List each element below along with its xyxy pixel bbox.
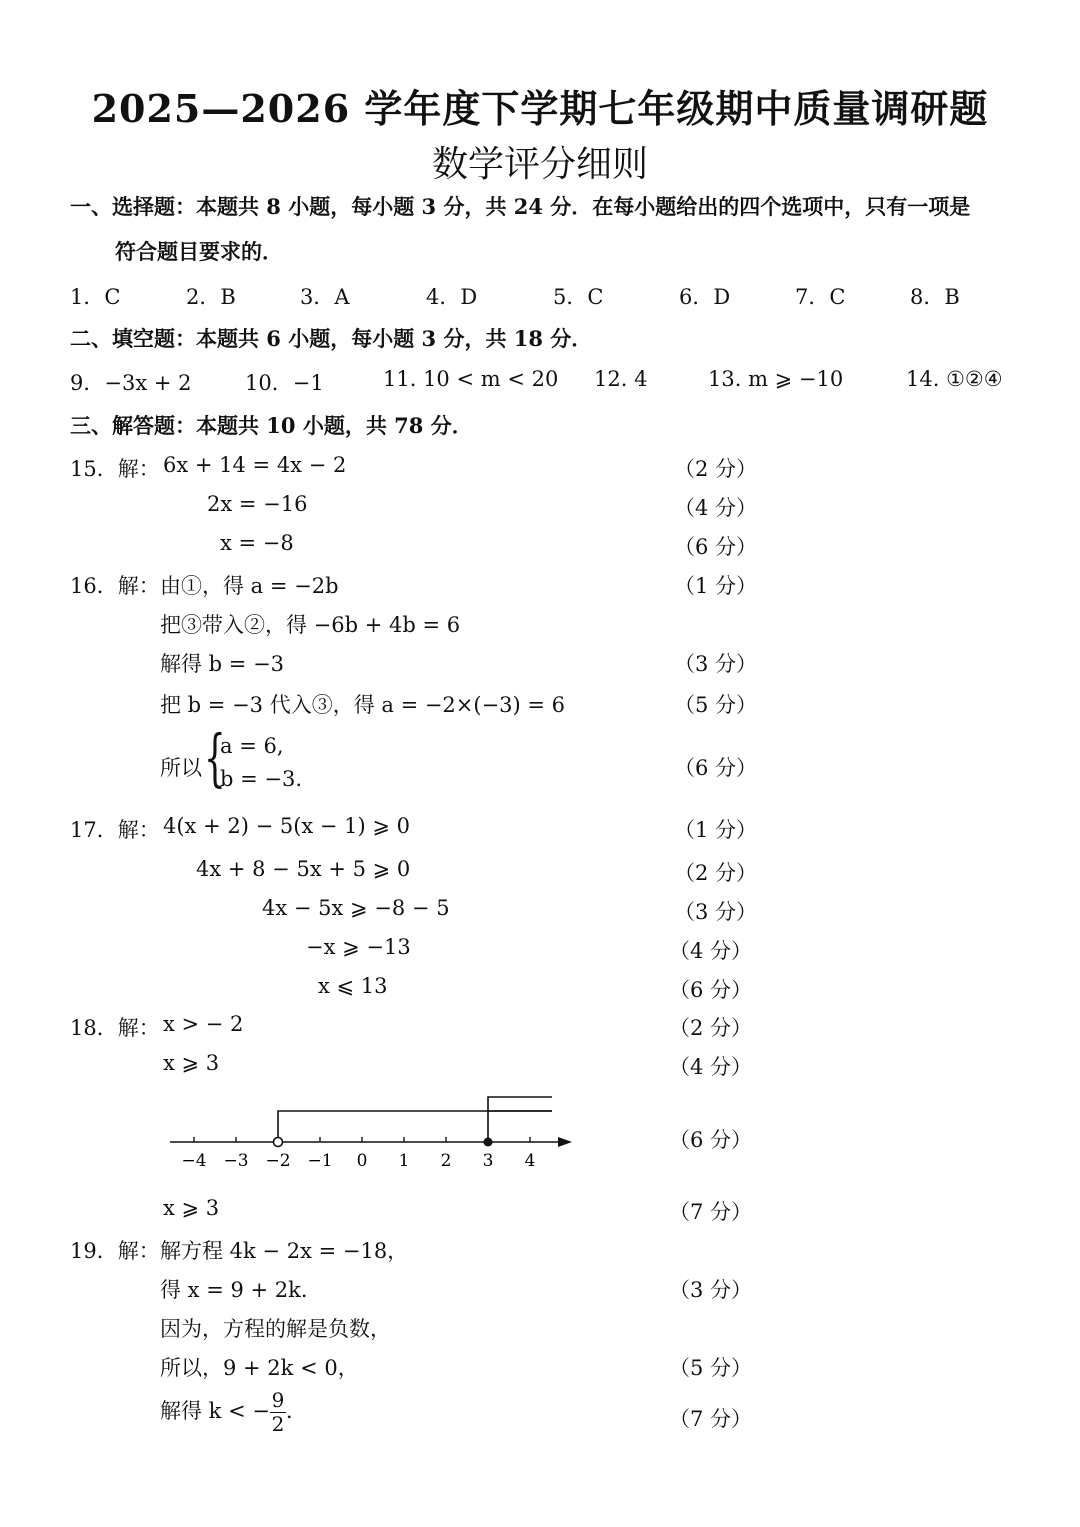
score: （3 分） bbox=[674, 652, 758, 676]
q16-step: 把③带入②，得 −6b + 4b = 6 bbox=[160, 613, 461, 637]
score: （1 分） bbox=[674, 574, 758, 598]
q16-step: 解得 b = −3 bbox=[160, 652, 285, 676]
q16-step: 把 b = −3 代入③，得 a = −2×(−3) = 6 bbox=[160, 693, 566, 717]
mc-answer: 8．B bbox=[910, 285, 960, 309]
q15-step: x = −8 bbox=[220, 531, 294, 555]
q19-step: 所以，9 + 2k < 0， bbox=[160, 1356, 359, 1380]
q19-label: 19．解： bbox=[70, 1239, 160, 1263]
fill-answer: 13. m ⩾ −10 bbox=[708, 367, 844, 391]
tick-label: −2 bbox=[265, 1151, 291, 1171]
score: （6 分） bbox=[669, 1128, 753, 1152]
score: （6 分） bbox=[674, 535, 758, 559]
tick-label: −4 bbox=[181, 1151, 207, 1171]
solution-ray-closed bbox=[488, 1097, 552, 1142]
fill-answer: 14. ①②④ bbox=[906, 367, 1003, 391]
tick-label: −1 bbox=[307, 1151, 333, 1171]
tick-label: 1 bbox=[398, 1151, 410, 1171]
closed-point bbox=[484, 1138, 493, 1147]
q19-final bbox=[160, 1390, 307, 1435]
q19-step: 因为，方程的解是负数， bbox=[160, 1317, 391, 1341]
q17-step: −x ⩾ −13 bbox=[306, 935, 411, 959]
score: （4 分） bbox=[674, 496, 758, 520]
score: （2 分） bbox=[674, 457, 758, 481]
score: （4 分） bbox=[669, 939, 753, 963]
page-subtitle: 数学评分细则 bbox=[431, 144, 648, 185]
fraction-numerator: 9 bbox=[271, 1388, 285, 1412]
q16-so: 所以 bbox=[160, 756, 202, 780]
score: （3 分） bbox=[674, 900, 758, 924]
q15-step: 2x = −16 bbox=[207, 492, 308, 516]
open-point bbox=[274, 1138, 283, 1147]
mc-answer: 7．C bbox=[795, 285, 846, 309]
score: （4 分） bbox=[669, 1055, 753, 1079]
q18-final: x ⩾ 3 bbox=[163, 1196, 220, 1220]
mc-answer: 6．D bbox=[679, 285, 731, 309]
q16-system-eq: a = 6, bbox=[220, 734, 284, 758]
q19-final-suffix: ． bbox=[285, 1399, 307, 1423]
score: （5 分） bbox=[669, 1356, 753, 1380]
mc-answer: 1．C bbox=[70, 285, 121, 309]
q17-step: x ⩽ 13 bbox=[318, 974, 388, 998]
mc-answer: 2．B bbox=[186, 285, 236, 309]
mc-answer: 4．D bbox=[426, 285, 478, 309]
tick-label: 0 bbox=[356, 1151, 368, 1171]
q18-label: 18．解： bbox=[70, 1016, 160, 1040]
section3-header: 三、解答题：本题共 10 小题，共 78 分． bbox=[70, 413, 473, 438]
score: （7 分） bbox=[669, 1200, 753, 1224]
tick-label: 2 bbox=[440, 1151, 452, 1171]
tick-label: 4 bbox=[524, 1151, 536, 1171]
system-brace: { bbox=[204, 721, 226, 794]
q19-step: 解方程 4k − 2x = −18， bbox=[160, 1239, 409, 1263]
score: （7 分） bbox=[669, 1407, 753, 1431]
q18-step: x > − 2 bbox=[163, 1012, 244, 1036]
q17-step: 4(x + 2) − 5(x − 1) ⩾ 0 bbox=[163, 814, 411, 838]
score: （6 分） bbox=[674, 756, 758, 780]
fraction bbox=[270, 1390, 286, 1435]
q19-step: 得 x = 9 + 2k． bbox=[160, 1278, 322, 1302]
q18-step: x ⩾ 3 bbox=[163, 1051, 220, 1075]
fill-answer: 12. 4 bbox=[594, 367, 648, 391]
section2-header: 二、填空题：本题共 6 小题，每小题 3 分，共 18 分． bbox=[70, 326, 593, 351]
score: （2 分） bbox=[674, 861, 758, 885]
q16-label: 16．解： bbox=[70, 574, 160, 598]
score: （6 分） bbox=[669, 978, 753, 1002]
q16-step: 由①，得 a = −2b bbox=[160, 574, 339, 598]
q16-system-eq: b = −3. bbox=[220, 767, 303, 791]
section1-header-cont: 符合题目要求的． bbox=[115, 239, 283, 264]
mc-answer: 5．C bbox=[553, 285, 604, 309]
fill-answer: 11. 10 < m < 20 bbox=[383, 367, 559, 391]
tick-label: 3 bbox=[482, 1151, 494, 1171]
q17-step: 4x + 8 − 5x + 5 ⩾ 0 bbox=[196, 857, 411, 881]
arrow-head-icon bbox=[558, 1137, 572, 1147]
section1-header: 一、选择题：本题共 8 小题，每小题 3 分，共 24 分．在每小题给出的四个选项中，只有一项是 bbox=[70, 194, 971, 219]
score: （1 分） bbox=[674, 818, 758, 842]
fill-answer: 9．−3x + 2 bbox=[70, 371, 192, 395]
fraction-denominator: 2 bbox=[271, 1412, 285, 1436]
page-title: 2025—2026 学年度下学期七年级期中质量调研题 bbox=[91, 86, 989, 131]
q15-label: 15．解： bbox=[70, 457, 160, 481]
score: （5 分） bbox=[674, 693, 758, 717]
tick-label: −3 bbox=[223, 1151, 249, 1171]
q17-label: 17．解： bbox=[70, 818, 160, 842]
score: （3 分） bbox=[669, 1278, 753, 1302]
mc-answer: 3．A bbox=[300, 285, 350, 309]
score: （2 分） bbox=[669, 1016, 753, 1040]
solution-ray-open bbox=[278, 1111, 552, 1142]
number-line bbox=[160, 1088, 580, 1178]
fill-answer: 10．−1 bbox=[245, 371, 324, 395]
q17-step: 4x − 5x ⩾ −8 − 5 bbox=[262, 896, 450, 920]
q15-step: 6x + 14 = 4x − 2 bbox=[163, 453, 347, 477]
q19-final-prefix: 解得 k < − bbox=[160, 1399, 270, 1423]
